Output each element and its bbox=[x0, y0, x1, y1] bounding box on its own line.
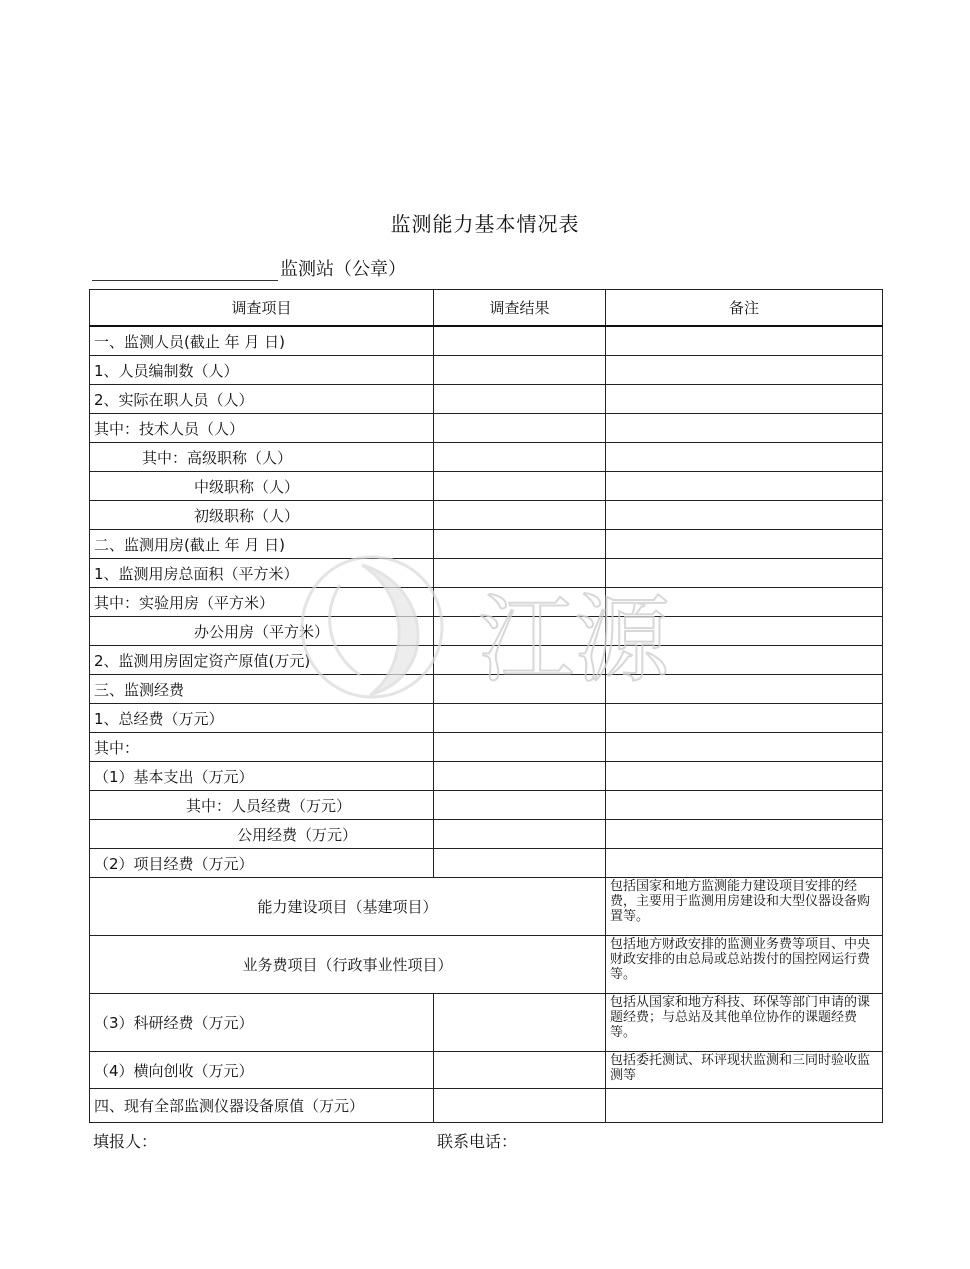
result-cell[interactable] bbox=[434, 1052, 606, 1089]
result-cell[interactable] bbox=[434, 617, 606, 646]
row-item: （4）横向创收（万元） bbox=[90, 1052, 434, 1089]
row-item: 1、总经费（万元） bbox=[90, 704, 434, 733]
result-cell[interactable] bbox=[434, 762, 606, 791]
row-item: 其中：实验用房（平方米） bbox=[90, 588, 434, 617]
filler-label: 填报人： bbox=[93, 1132, 158, 1151]
header-item: 调查项目 bbox=[90, 290, 434, 327]
note-cell[interactable] bbox=[606, 472, 883, 501]
row-item: 中级职称（人） bbox=[90, 472, 434, 501]
note-cell[interactable] bbox=[606, 733, 883, 762]
result-cell[interactable] bbox=[434, 994, 606, 1052]
result-cell[interactable] bbox=[434, 646, 606, 675]
table-row bbox=[90, 994, 883, 1052]
row-item: 2、监测用房固定资产原值(万元) bbox=[90, 646, 434, 675]
table-row bbox=[90, 675, 883, 704]
result-cell[interactable] bbox=[434, 588, 606, 617]
row-item: 二、监测用房(截止 年 月 日) bbox=[90, 530, 434, 559]
row-item: 办公用房（平方米） bbox=[90, 617, 434, 646]
row-item: （1）基本支出（万元） bbox=[90, 762, 434, 791]
row-item-merged: 能力建设项目（基建项目） bbox=[90, 878, 606, 936]
row-item: 其中：人员经费（万元） bbox=[90, 791, 434, 820]
phone-label: 联系电话： bbox=[437, 1132, 518, 1151]
row-item: （2）项目经费（万元） bbox=[90, 849, 434, 878]
table-row bbox=[90, 559, 883, 588]
row-item: 1、人员编制数（人） bbox=[90, 356, 434, 385]
result-cell[interactable] bbox=[434, 414, 606, 443]
table-row bbox=[90, 849, 883, 878]
row-item: 其中：高级职称（人） bbox=[90, 443, 434, 472]
note-cell: 包括地方财政安排的监测业务费等项目、中央财政安排的由总局或总站拨付的国控网运行费等。 bbox=[606, 936, 883, 994]
table-row bbox=[90, 443, 883, 472]
result-cell[interactable] bbox=[434, 356, 606, 385]
result-cell[interactable] bbox=[434, 443, 606, 472]
result-cell[interactable] bbox=[434, 1089, 606, 1123]
result-cell[interactable] bbox=[434, 472, 606, 501]
table-row bbox=[90, 878, 883, 936]
note-cell[interactable] bbox=[606, 617, 883, 646]
note-cell[interactable] bbox=[606, 559, 883, 588]
row-item: 初级职称（人） bbox=[90, 501, 434, 530]
table-row bbox=[90, 936, 883, 994]
table-row bbox=[90, 385, 883, 414]
table-row bbox=[90, 617, 883, 646]
row-item: 四、现有全部监测仪器设备原值（万元） bbox=[90, 1089, 434, 1123]
table-header-row bbox=[90, 290, 883, 327]
table-row bbox=[90, 588, 883, 617]
result-cell[interactable] bbox=[434, 530, 606, 559]
header-note: 备注 bbox=[606, 290, 883, 327]
note-cell[interactable] bbox=[606, 385, 883, 414]
table-row bbox=[90, 704, 883, 733]
note-cell[interactable] bbox=[606, 675, 883, 704]
result-cell[interactable] bbox=[434, 820, 606, 849]
note-cell[interactable] bbox=[606, 849, 883, 878]
station-line bbox=[92, 255, 406, 281]
note-cell[interactable] bbox=[606, 414, 883, 443]
row-item: 三、监测经费 bbox=[90, 675, 434, 704]
survey-table bbox=[89, 289, 883, 1123]
table-row bbox=[90, 820, 883, 849]
row-item: 公用经费（万元） bbox=[90, 820, 434, 849]
table-row bbox=[90, 414, 883, 443]
note-cell[interactable] bbox=[606, 646, 883, 675]
page-title: 监测能力基本情况表 bbox=[390, 212, 580, 236]
table-row bbox=[90, 762, 883, 791]
row-item: 其中：技术人员（人） bbox=[90, 414, 434, 443]
row-item: 2、实际在职人员（人） bbox=[90, 385, 434, 414]
result-cell[interactable] bbox=[434, 704, 606, 733]
note-cell[interactable] bbox=[606, 791, 883, 820]
note-cell[interactable] bbox=[606, 501, 883, 530]
result-cell[interactable] bbox=[434, 385, 606, 414]
note-cell: 包括国家和地方监测能力建设项目安排的经费，主要用于监测用房建设和大型仪器设备购置等。 bbox=[606, 878, 883, 936]
table-row bbox=[90, 1052, 883, 1089]
note-cell[interactable] bbox=[606, 530, 883, 559]
row-item: 1、监测用房总面积（平方米） bbox=[90, 559, 434, 588]
table-row bbox=[90, 646, 883, 675]
note-cell[interactable] bbox=[606, 326, 883, 356]
table-row bbox=[90, 356, 883, 385]
result-cell[interactable] bbox=[434, 326, 606, 356]
table-row bbox=[90, 530, 883, 559]
row-item: 一、监测人员(截止 年 月 日) bbox=[90, 326, 434, 356]
note-cell[interactable] bbox=[606, 762, 883, 791]
note-cell[interactable] bbox=[606, 820, 883, 849]
note-cell[interactable] bbox=[606, 1089, 883, 1123]
row-item: （3）科研经费（万元） bbox=[90, 994, 434, 1052]
result-cell[interactable] bbox=[434, 675, 606, 704]
station-name-blank[interactable] bbox=[92, 262, 278, 281]
watermark-text: 江源 bbox=[478, 584, 670, 696]
note-cell[interactable] bbox=[606, 356, 883, 385]
table-row bbox=[90, 791, 883, 820]
table-row bbox=[90, 472, 883, 501]
table-row bbox=[90, 501, 883, 530]
note-cell[interactable] bbox=[606, 704, 883, 733]
result-cell[interactable] bbox=[434, 849, 606, 878]
result-cell[interactable] bbox=[434, 733, 606, 762]
row-item: 其中： bbox=[90, 733, 434, 762]
result-cell[interactable] bbox=[434, 791, 606, 820]
note-cell[interactable] bbox=[606, 443, 883, 472]
row-item-merged: 业务费项目（行政事业性项目） bbox=[90, 936, 606, 994]
note-cell: 包括委托测试、环评现状监测和三同时验收监测等 bbox=[606, 1052, 883, 1089]
result-cell[interactable] bbox=[434, 559, 606, 588]
result-cell[interactable] bbox=[434, 501, 606, 530]
station-suffix: 监测站（公章） bbox=[280, 259, 406, 280]
header-result: 调查结果 bbox=[434, 290, 606, 327]
table-row bbox=[90, 1089, 883, 1123]
note-cell: 包括从国家和地方科技、环保等部门申请的课题经费；与总站及其他单位协作的课题经费等。 bbox=[606, 994, 883, 1052]
note-cell[interactable] bbox=[606, 588, 883, 617]
table-row bbox=[90, 326, 883, 356]
table-row bbox=[90, 733, 883, 762]
